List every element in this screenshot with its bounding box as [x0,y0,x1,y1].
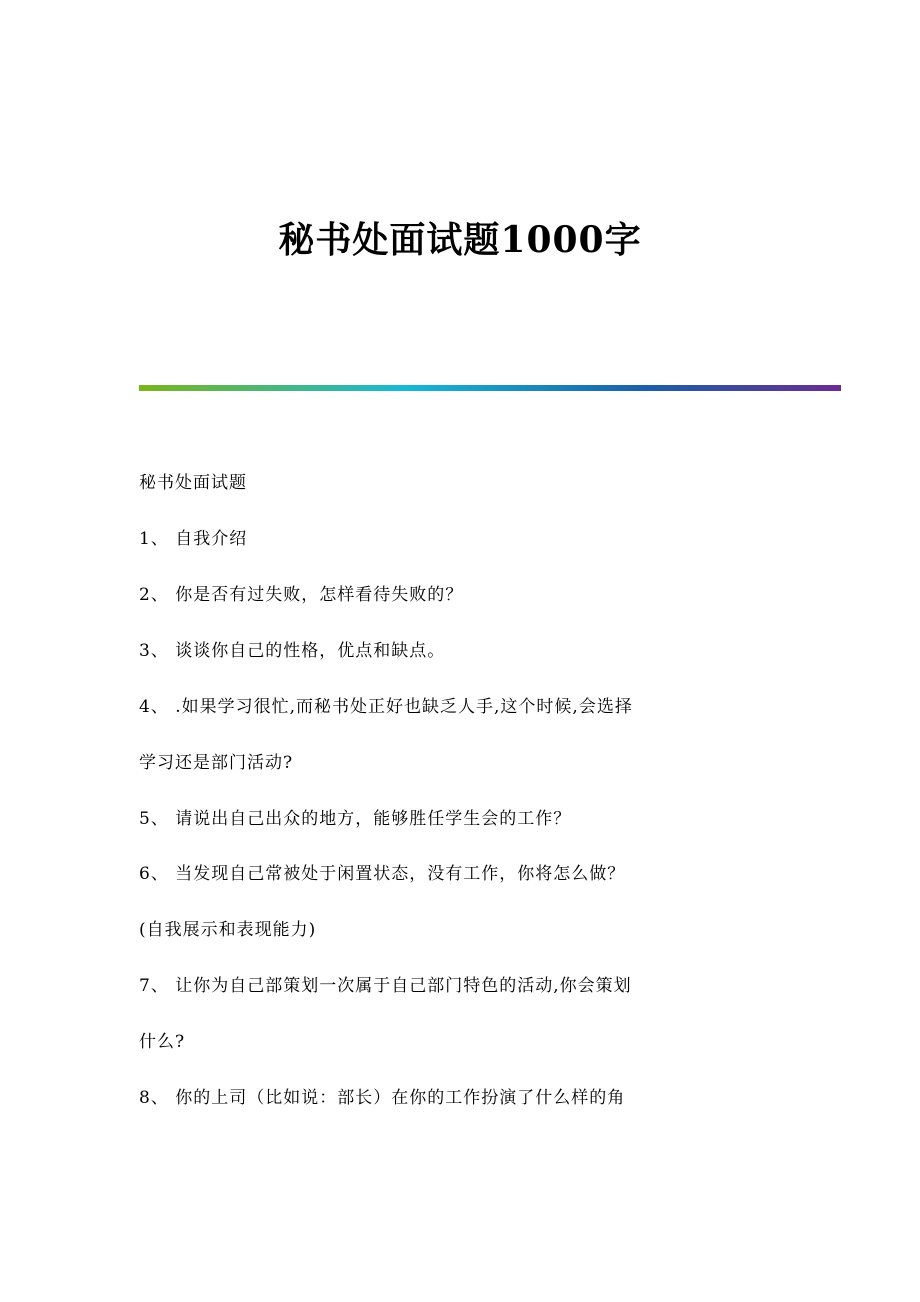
question-6-note: (自我展示和表现能力) [139,920,317,940]
question-8: 8、 你的上司（比如说：部长）在你的工作扮演了什么样的角 [139,1088,626,1108]
section-heading: 秘书处面试题 [139,473,247,493]
question-2: 2、 你是否有过失败，怎样看待失败的？ [139,585,464,605]
question-6: 6、 当发现自己常被处于闲置状态，没有工作，你将怎么做？ [139,864,626,884]
question-1: 1、 自我介绍 [139,529,248,549]
document-title: 秘书处面试题1000字 [278,219,642,261]
question-7: 7、 让你为自己部策划一次属于自己部门特色的活动,你会策划 [139,976,632,996]
question-4: 4、 .如果学习很忙,而秘书处正好也缺乏人手,这个时候,会选择 [139,697,633,717]
question-4-continued: 学习还是部门活动? [139,753,294,773]
question-7-continued: 什么? [139,1032,186,1052]
question-3: 3、 谈谈你自己的性格，优点和缺点。 [139,641,446,661]
title-divider [139,385,841,391]
question-5: 5、 请说出自己出众的地方，能够胜任学生会的工作？ [139,809,572,829]
